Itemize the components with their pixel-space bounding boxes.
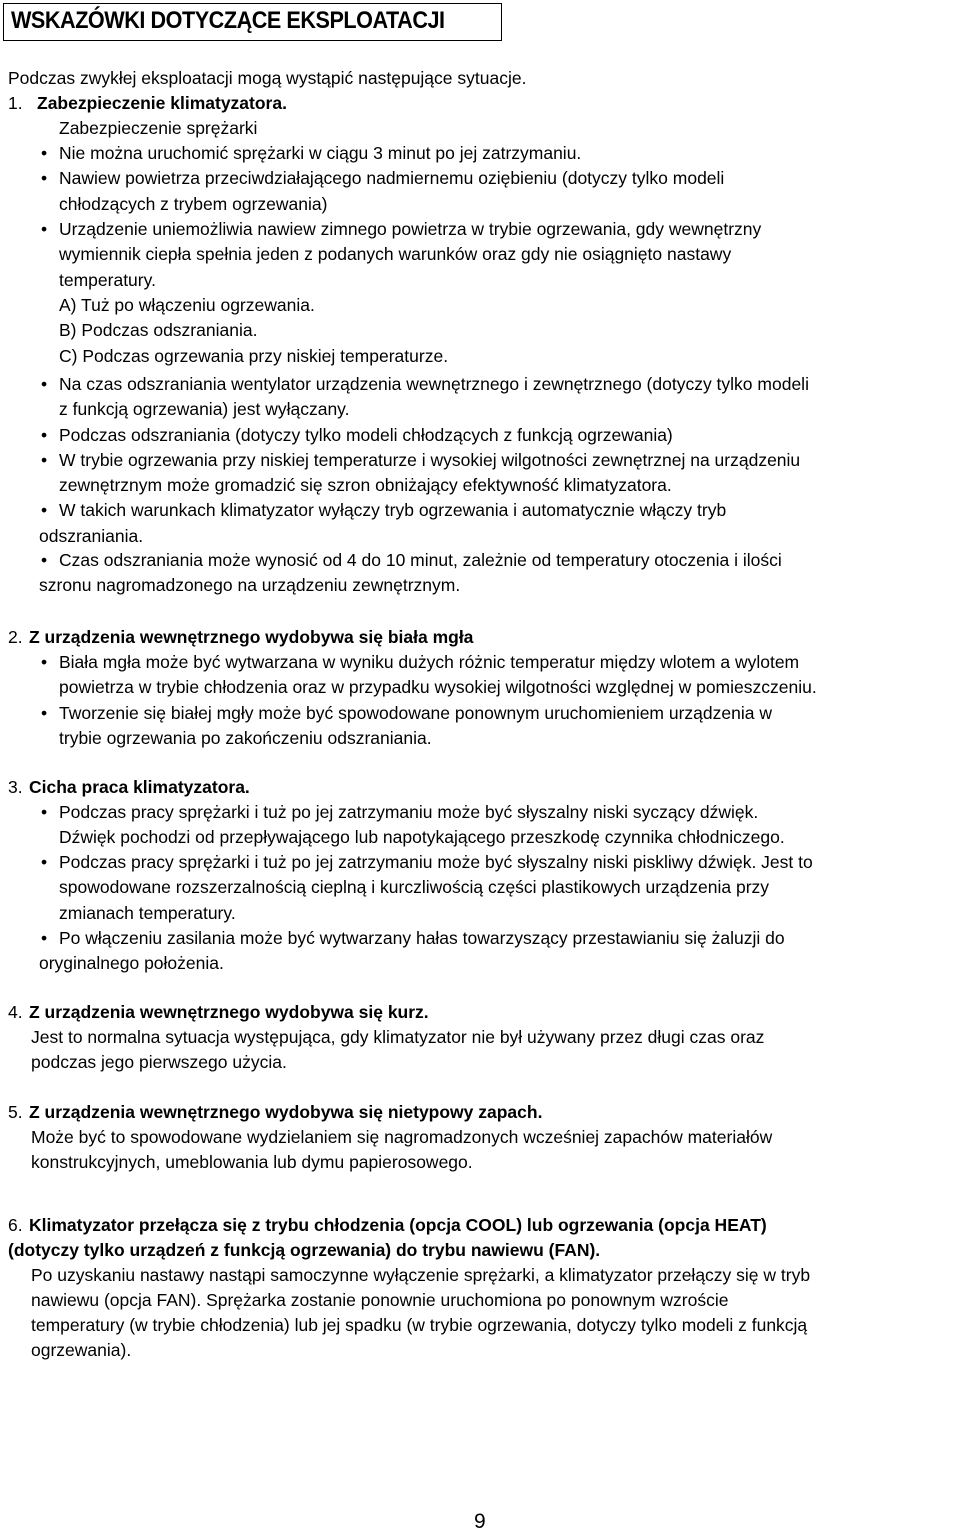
- section-5-line-2: konstrukcyjnych, umeblowania lub dymu papierosowego.: [31, 1152, 473, 1172]
- section-1-line-1: Nie można uruchomić sprężarki w ciągu 3 minut po jej zatrzymaniu.: [59, 143, 582, 163]
- section-6-number: 6.: [8, 1215, 23, 1235]
- section-1-line-18: szronu nagromadzonego na urządzeniu zewnętrznym.: [39, 575, 461, 595]
- bullet-icon: •: [41, 852, 48, 872]
- section-5-number: 5.: [8, 1102, 23, 1122]
- section-3-title: Cicha praca klimatyzatora.: [29, 777, 250, 797]
- bullet-icon: •: [41, 928, 48, 948]
- bullet-icon: •: [41, 802, 48, 822]
- section-5-title: Z urządzenia wewnętrznego wydobywa się nietypowy zapach.: [29, 1102, 543, 1122]
- section-6-line-3: temperatury (w trybie chłodzenia) lub jej spadku (w trybie ogrzewania, dotyczy tylko modeli z funkcją: [31, 1315, 808, 1335]
- section-1-line-10: Na czas odszraniania wentylator urządzenia wewnętrznego i zewnętrznego (dotyczy tylko modeli: [59, 374, 809, 394]
- section-3-line-1: Podczas pracy sprężarki i tuż po jej zatrzymaniu może być słyszalny niski syczący dźwięk.: [59, 802, 759, 822]
- section-2-number: 2.: [8, 627, 23, 647]
- section-1-title: Zabezpieczenie klimatyzatora.: [37, 93, 287, 113]
- intro-text: Podczas zwykłej eksploatacji mogą wystąpić następujące sytuacje.: [8, 68, 527, 88]
- section-1-line-14: zewnętrznym może gromadzić się szron obniżający efektywność klimatyzatora.: [59, 475, 672, 495]
- section-2-line-4: trybie ogrzewania po zakończeniu odszraniania.: [59, 728, 432, 748]
- section-1-line-2: Nawiew powietrza przeciwdziałającego nadmiernemu oziębieniu (dotyczy tylko modeli: [59, 168, 725, 188]
- section-1-line-6: temperatury.: [59, 270, 156, 290]
- bullet-icon: •: [41, 652, 48, 672]
- page-number: 9: [474, 1510, 486, 1533]
- section-1-line-4: Urządzenie uniemożliwia nawiew zimnego powietrza w trybie ogrzewania, gdy wewnętrzny: [59, 219, 762, 239]
- bullet-icon: •: [41, 550, 48, 570]
- section-2-line-1: Biała mgła może być wytwarzana w wyniku dużych różnic temperatur między wlotem a wylotem: [59, 652, 800, 672]
- bullet-icon: •: [41, 450, 48, 470]
- section-4-line-2: podczas jego pierwszego użycia.: [31, 1052, 287, 1072]
- section-3-number: 3.: [8, 777, 23, 797]
- section-6-line-4: ogrzewania).: [31, 1340, 132, 1360]
- section-6-title-cont: (dotyczy tylko urządzeń z funkcją ogrzewania) do trybu nawiewu (FAN).: [8, 1240, 601, 1260]
- section-2-line-2: powietrza w trybie chłodzenia oraz w przypadku wysokiej wilgotności względnej w pomieszczeniu.: [59, 677, 817, 697]
- section-3-line-5: zmianach temperatury.: [59, 903, 236, 923]
- section-1-line-8: B) Podczas odszraniania.: [59, 320, 258, 340]
- section-1-line-7: A) Tuż po włączeniu ogrzewania.: [59, 295, 315, 315]
- section-6-line-2: nawiewu (opcja FAN). Sprężarka zostanie ponownie uruchomiona po ponownym wzroście: [31, 1290, 729, 1310]
- section-3-line-2: Dźwięk pochodzi od przepływającego lub napotykającego przeszkodę czynnika chłodniczego.: [59, 827, 785, 847]
- page-title: WSKAZÓWKI DOTYCZĄCE EKSPLOATACJI: [11, 7, 445, 34]
- section-4-number: 4.: [8, 1002, 23, 1022]
- section-3-line-7: oryginalnego położenia.: [39, 953, 224, 973]
- bullet-icon: •: [41, 500, 48, 520]
- section-1-line-11: z funkcją ogrzewania) jest wyłączany.: [59, 399, 350, 419]
- bullet-icon: •: [41, 219, 48, 239]
- section-2-title: Z urządzenia wewnętrznego wydobywa się biała mgła: [29, 627, 474, 647]
- section-2-line-3: Tworzenie się białej mgły może być spowodowane ponownym uruchomieniem urządzenia w: [59, 703, 772, 723]
- section-4-line-1: Jest to normalna sytuacja występująca, gdy klimatyzator nie był używany przez długi czas oraz: [31, 1027, 765, 1047]
- bullet-icon: •: [41, 143, 48, 163]
- section-3-line-3: Podczas pracy sprężarki i tuż po jej zatrzymaniu może być słyszalny niski piskliwy dźwięk. Jest to: [59, 852, 813, 872]
- section-3-line-6: Po włączeniu zasilania może być wytwarzany hałas towarzyszący przestawianiu się żaluzji do: [59, 928, 785, 948]
- section-1-subtitle: Zabezpieczenie sprężarki: [59, 118, 258, 138]
- section-1-line-13: W trybie ogrzewania przy niskiej temperaturze i wysokiej wilgotności zewnętrznej na urządzeniu: [59, 450, 801, 470]
- bullet-icon: •: [41, 168, 48, 188]
- section-1-line-16: odszraniania.: [39, 526, 144, 546]
- bullet-icon: •: [41, 374, 48, 394]
- header-box: [3, 3, 502, 41]
- section-3-line-4: spowodowane rozszerzalnością cieplną i kurczliwością części plastikowych urządzenia przy: [59, 877, 770, 897]
- section-1-line-12: Podczas odszraniania (dotyczy tylko modeli chłodzących z funkcją ogrzewania): [59, 425, 673, 445]
- bullet-icon: •: [41, 703, 48, 723]
- section-5-line-1: Może być to spowodowane wydzielaniem się nagromadzonych wcześniej zapachów materiałów: [31, 1127, 773, 1147]
- section-6-title: Klimatyzator przełącza się z trybu chłodzenia (opcja COOL) lub ogrzewania (opcja HEAT): [29, 1215, 767, 1235]
- section-1-line-15: W takich warunkach klimatyzator wyłączy tryb ogrzewania i automatycznie włączy tryb: [59, 500, 727, 520]
- section-4-title: Z urządzenia wewnętrznego wydobywa się kurz.: [29, 1002, 429, 1022]
- section-1-line-5: wymiennik ciepła spełnia jeden z podanych warunków oraz gdy nie osiągnięto nastawy: [59, 244, 732, 264]
- section-1-number: 1.: [8, 93, 23, 113]
- section-1-line-17: Czas odszraniania może wynosić od 4 do 10 minut, zależnie od temperatury otoczenia i ilości: [59, 550, 782, 570]
- section-1-line-9: C) Podczas ogrzewania przy niskiej temperaturze.: [59, 346, 449, 366]
- section-6-line-1: Po uzyskaniu nastawy nastąpi samoczynne wyłączenie sprężarki, a klimatyzator przełączy się w tryb: [31, 1265, 811, 1285]
- bullet-icon: •: [41, 425, 48, 445]
- section-1-line-3: chłodzących z trybem ogrzewania): [59, 194, 328, 214]
